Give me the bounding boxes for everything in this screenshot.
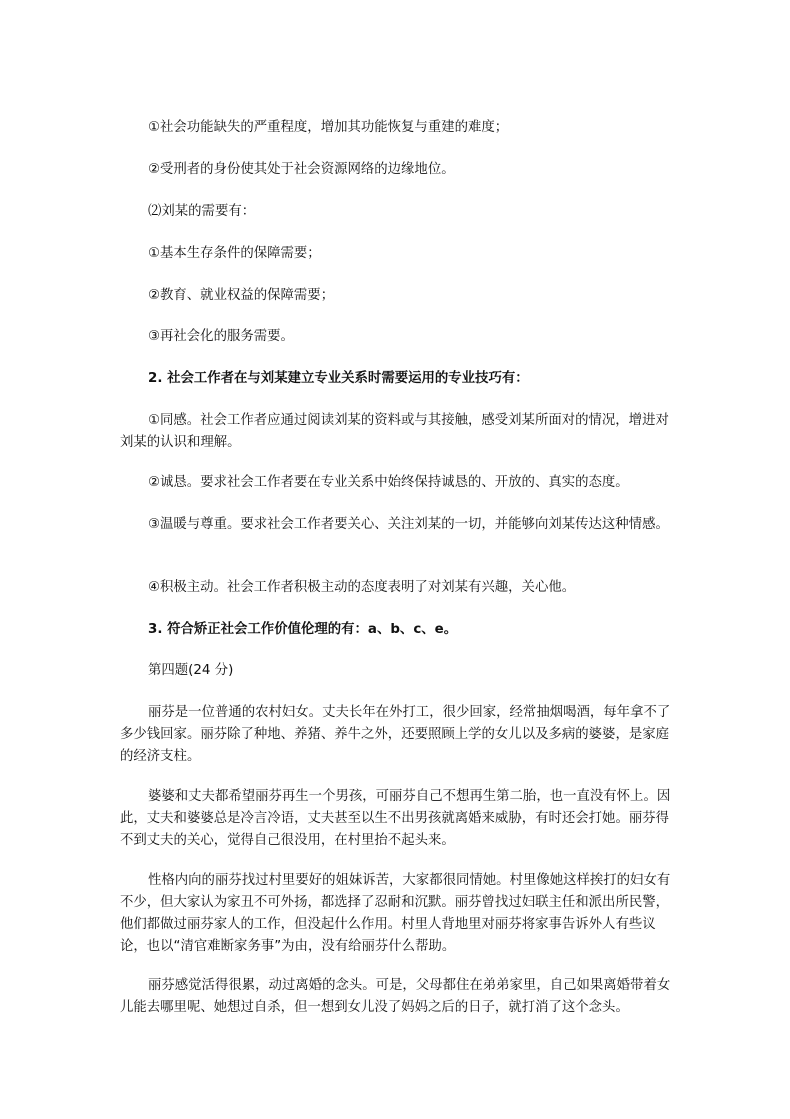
paragraph-question-3: 3. 符合矫正社会工作价值伦理的有：a、b、c、e。 [148,622,458,637]
paragraph-skill-initiative: ④积极主动。社会工作者积极主动的态度表明了对刘某有兴趣，关心他。 [148,580,576,595]
paragraph-skill-warmth: ③温暖与尊重。要求社会工作者要关心、关注刘某的一切，并能够向刘某传达这种情感。 [148,517,669,532]
paragraph-case-background: 丽芬是一位普通的农村妇女。丈夫长年在外打工，很少回家，经常抽烟喝酒，每年拿不了多少钱回家。丽芬除了种地、养猪、养牛之外，还要照顾上学的女儿以及多病的婆婆，是家庭的经济支柱。 [120,705,671,764]
paragraph-skill-sincerity: ②诚恳。要求社会工作者要在专业关系中始终保持诚恳的、开放的、真实的态度。 [148,475,629,490]
paragraph-case-feelings: 丽芬感觉活得很累，动过离婚的念头。可是，父母都住在弟弟家里，自己如果离婚带着女儿能去哪里呢、她想过自杀，但一想到女儿没了妈妈之后的日子，就打消了这个念头。 [120,978,671,1015]
paragraph-needs-heading: ⑵刘某的需要有： [148,204,256,219]
paragraph-need-2: ②教育、就业权益的保障需要； [148,288,335,303]
paragraph-consequence-2: ②受刑者的身份使其处于社会资源网络的边缘地位。 [148,162,455,177]
paragraph-question-2-heading: 2. 社会工作者在与刘某建立专业关系时需要运用的专业技巧有： [148,371,529,386]
paragraph-case-family-pressure: 婆婆和丈夫都希望丽芬再生一个男孩，可丽芬自己不想再生第二胎，也一直没有怀上。因此，丈夫和婆婆总是冷言冷语，丈夫甚至以生不出男孩就离婚来威胁，有时还会打她。丽芬得不到丈夫的关心，觉得自己很没用，在村里抬不起头来。 [120,789,671,848]
paragraph-skill-empathy: ①同感。社会工作者应通过阅读刘某的资料或与其接触，感受刘某所面对的情况，增进对刘某的认识和理解。 [120,413,669,450]
paragraph-need-3: ③再社会化的服务需要。 [148,329,294,344]
paragraph-consequence-1: ①社会功能缺失的严重程度，增加其功能恢复与重建的难度； [148,120,509,135]
paragraph-case-community: 性格内向的丽芬找过村里要好的姐妹诉苦，大家都很同情她。村里像她这样挨打的妇女有不少，但大家认为家丑不可外扬，都选择了忍耐和沉默。丽芬曾找过妇联主任和派出所民警，他们都做过丽芬家人的工作，但没起什么作用。村里人背地里对丽芬将家事告诉外人有些议论，也以“清官难断家务事”为由，没有给丽芬什么帮助。 [120,873,671,954]
section-heading-question-4: 第四题(24 分) [148,663,234,678]
paragraph-need-1: ①基本生存条件的保障需要； [148,246,321,261]
